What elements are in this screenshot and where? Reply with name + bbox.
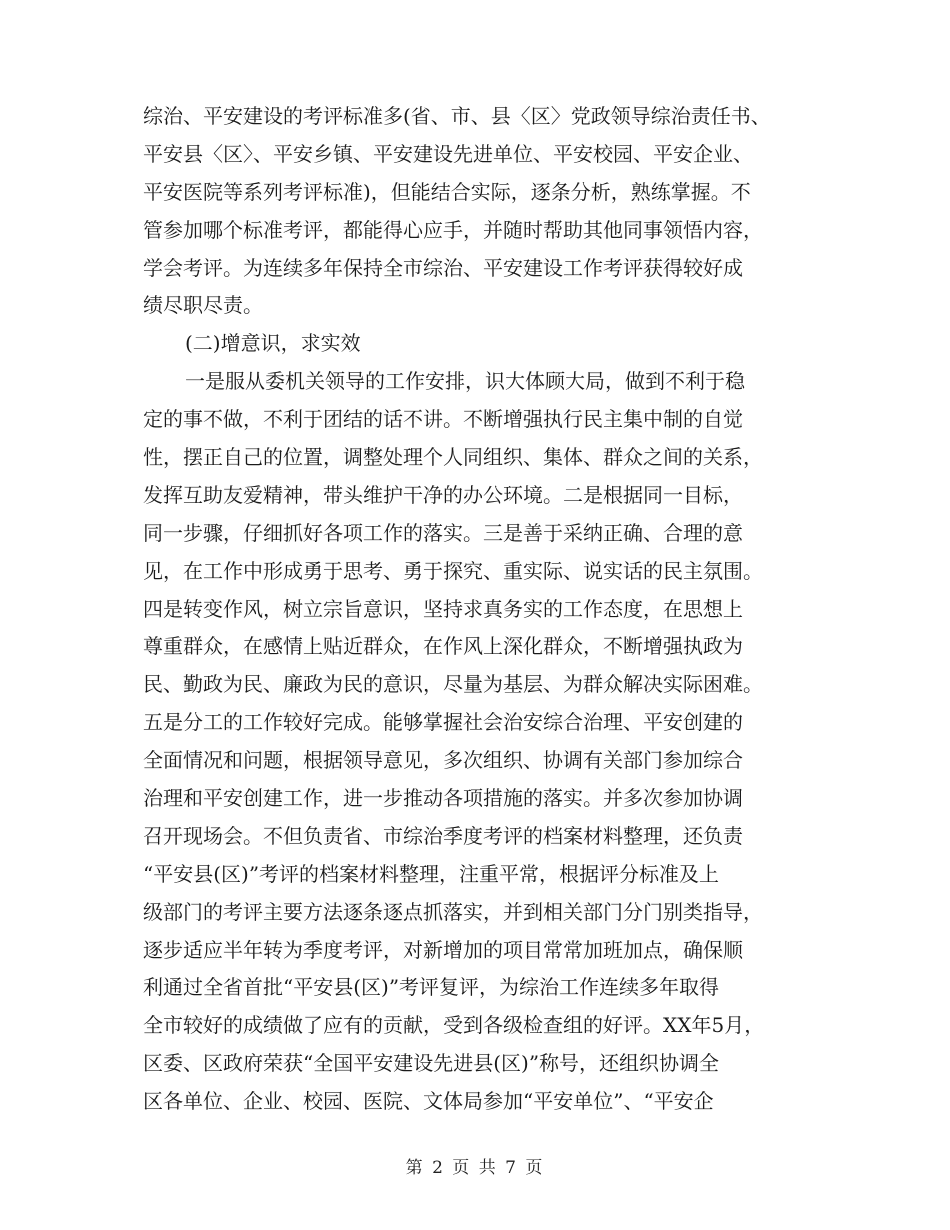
- text-line: 发挥互助友爱精神，带头维护干净的办公环境。二是根据同一目标，: [143, 482, 743, 507]
- text-line: 见，在工作中形成勇于思考、勇于探究、重实际、说实话的民主氛围。: [143, 558, 763, 583]
- text-line: 召开现场会。不但负责省、市综治季度考评的档案材料整理，还负责: [143, 823, 743, 848]
- text-line: 级部门的考评主要方法逐条逐点抓落实，并到相关部门分门别类指导，: [143, 899, 763, 924]
- text-line: 区各单位、企业、校园、医院、文体局参加“平安单位”、“平安企: [143, 1089, 714, 1114]
- text-line: 利通过全省首批“平安县(区)”考评复评，为综治工作连续多年取得: [143, 975, 720, 1000]
- text-line: 全市较好的成绩做了应有的贡献，受到各级检查组的好评。XX年5月，: [143, 1013, 765, 1038]
- text-line: 综治、平安建设的考评标准多(省、市、县〈区〉党政领导综治责任书、: [143, 104, 771, 128]
- text-line: 全面情况和问题，根据领导意见，多次组织、协调有关部门参加综合: [143, 748, 743, 773]
- text-line: 尊重群众，在感情上贴近群众，在作风上深化群众，不断增强执政为: [143, 634, 743, 659]
- text-line: “平安县(区)”考评的档案材料整理，注重平常，根据评分标准及上: [143, 861, 720, 886]
- page-number: 第 2 页 共 7 页: [405, 1158, 545, 1178]
- body-text: [143, 98, 813, 1121]
- text-line: 一是服从委机关领导的工作安排，识大体顾大局，做到不利于稳: [185, 369, 745, 394]
- text-line: 学会考评。为连续多年保持全市综治、平安建设工作考评获得较好成: [143, 255, 743, 280]
- text-line: 民、勤政为民、廉政为民的意识，尽量为基层、为群众解决实际困难。: [143, 672, 763, 697]
- text-line: 五是分工的工作较好完成。能够掌握社会治安综合治理、平安创建的: [143, 710, 743, 735]
- text-line: 定的事不做，不利于团结的话不讲。不断增强执行民主集中制的自觉: [143, 407, 743, 432]
- text-line: 同一步骤，仔细抓好各项工作的落实。三是善于采纳正确、合理的意: [143, 520, 743, 545]
- text-line: 四是转变作风，树立宗旨意识，坚持求真务实的工作态度，在思想上: [143, 596, 743, 621]
- text-line: (二)增意识，求实效: [185, 331, 361, 356]
- text-line: 治理和平安创建工作，进一步推动各项措施的落实。并多次参加协调: [143, 786, 743, 811]
- text-line: 平安医院等系列考评标准)，但能结合实际，逐条分析，熟练掌握。不: [143, 179, 751, 204]
- text-line: 逐步适应半年转为季度考评，对新增加的项目常常加班加点，确保顺: [143, 937, 743, 962]
- text-line: 绩尽职尽责。: [143, 293, 263, 318]
- text-line: 平安县〈区〉、平安乡镇、平安建设先进单位、平安校园、平安企业、: [143, 141, 753, 166]
- text-line: 管参加哪个标准考评，都能得心应手，并随时帮助其他同事领悟内容，: [143, 217, 763, 242]
- text-line: 性，摆正自己的位置，调整处理个人同组织、集体、群众之间的关系，: [143, 445, 763, 470]
- text-line: 区委、区政府荣获“全国平安建设先进县(区)”称号，还组织协调全: [143, 1051, 720, 1076]
